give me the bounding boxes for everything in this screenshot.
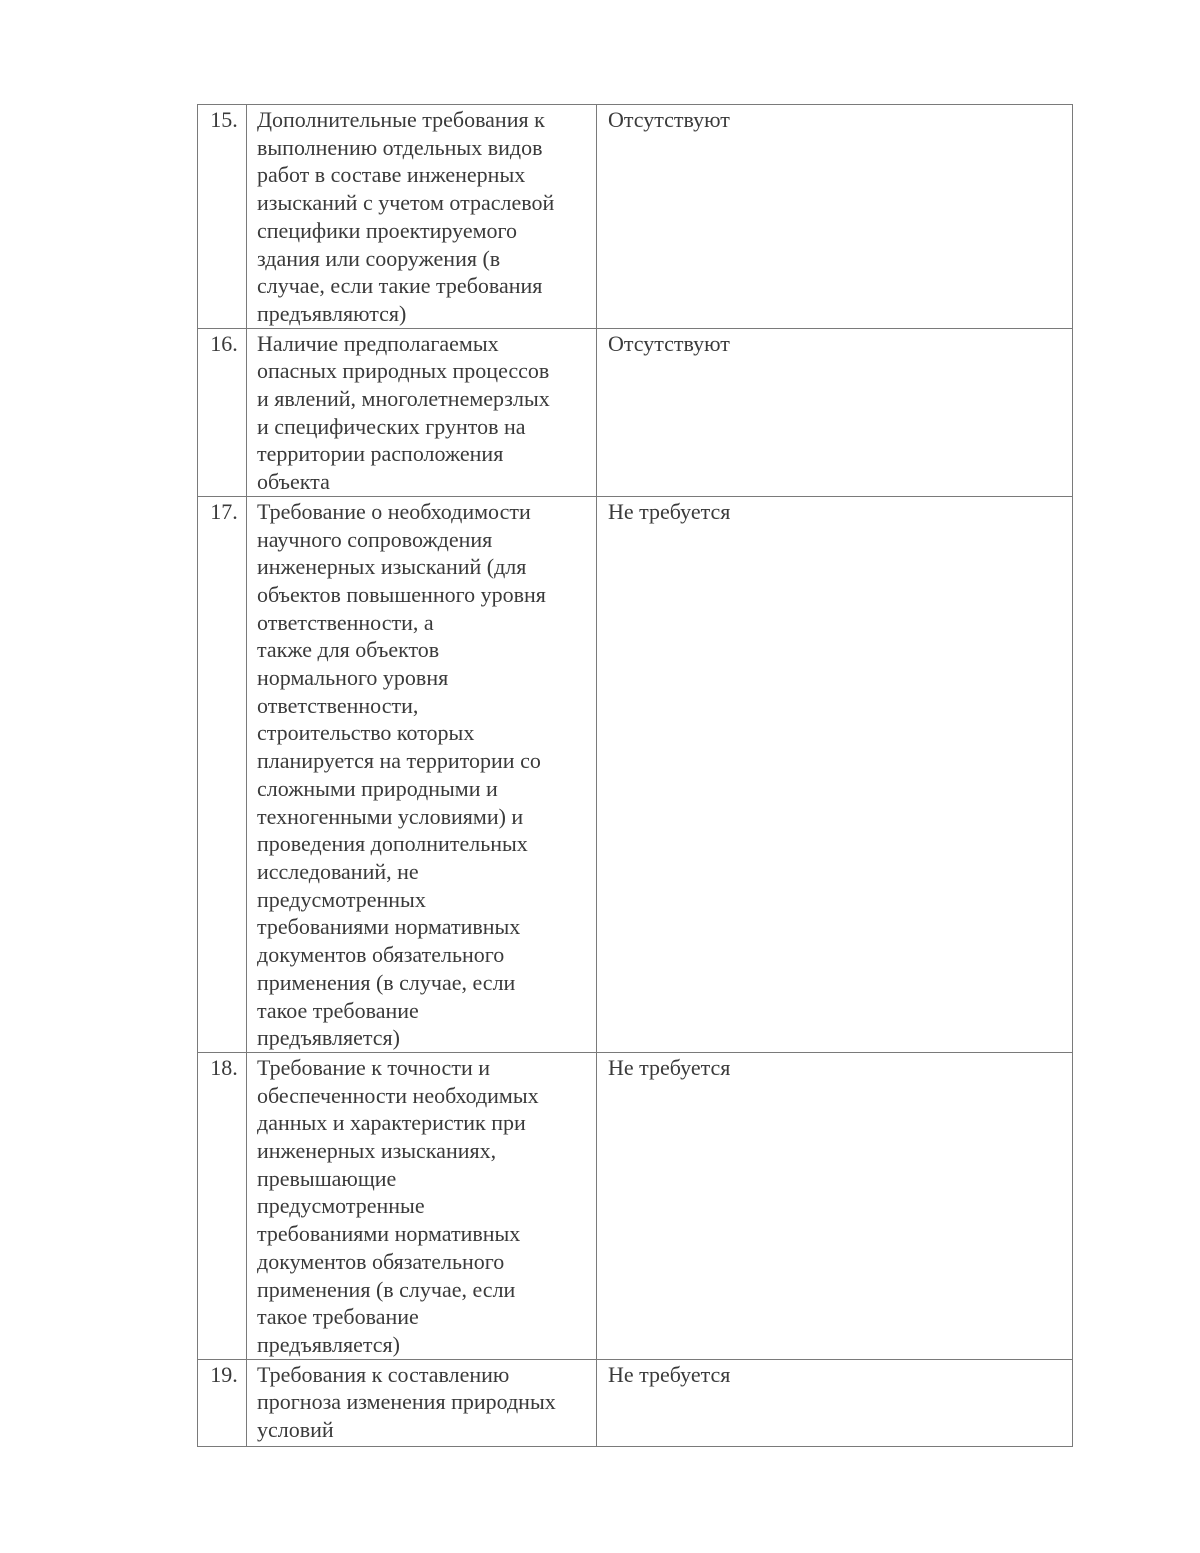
requirement-text: Дополнительные требования к выполнению отдельных видов работ в составе инженерных изысканий с учетом отраслевой специфики проектируемого здания или сооружения (в случае, если такие требования предъявляются) <box>257 107 555 326</box>
value-cell <box>597 1052 1073 1359</box>
value-cell <box>597 1359 1073 1446</box>
table-row <box>198 1052 1073 1359</box>
requirements-table <box>197 104 1073 1447</box>
requirement-text: Требование о необходимости научного сопровождения инженерных изысканий (для объектов повышенного уровня ответственности, а также для объектов нормального уровня ответственности, строительство которых планируется на территории со сложными природными и техногенными условиями) и проведения дополнительных исследований, не предусмотренных требованиями нормативных документов обязательного применения (в случае, если такое требование предъявляется) <box>257 498 546 1051</box>
table-row <box>198 496 1073 1052</box>
row-number: 19. <box>210 1361 238 1387</box>
row-number-cell <box>198 105 247 329</box>
requirement-text: Наличие предполагаемых опасных природных процессов и явлений, многолетнемерзлых и специфических грунтов на территории расположения объекта <box>257 330 550 495</box>
row-number: 16. <box>210 330 238 356</box>
row-number-cell <box>198 328 247 496</box>
requirement-value: Не требуется <box>608 498 731 524</box>
requirement-text: Требования к составлению прогноза изменения природных условий <box>257 1361 556 1443</box>
requirement-cell <box>247 496 597 1052</box>
row-number: 17. <box>210 498 238 524</box>
requirement-value: Отсутствуют <box>608 107 730 132</box>
value-cell <box>597 105 1073 329</box>
requirement-value: Не требуется <box>608 1361 731 1387</box>
row-number-cell <box>198 1052 247 1359</box>
requirement-cell <box>247 328 597 496</box>
row-number: 15. <box>210 107 238 132</box>
requirement-cell <box>247 1359 597 1446</box>
row-number-cell <box>198 496 247 1052</box>
requirement-cell <box>247 105 597 329</box>
requirement-cell <box>247 1052 597 1359</box>
row-number-cell <box>198 1359 247 1446</box>
table-row <box>198 105 1073 329</box>
requirement-value: Отсутствуют <box>608 330 730 356</box>
table-row <box>198 328 1073 496</box>
row-number: 18. <box>210 1054 238 1080</box>
table-row <box>198 1359 1073 1446</box>
requirement-value: Не требуется <box>608 1054 731 1080</box>
value-cell <box>597 496 1073 1052</box>
requirement-text: Требование к точности и обеспеченности необходимых данных и характеристик при инженерных изысканиях, превышающие предусмотренные требованиями нормативных документов обязательного применения (в случае, если такое требование предъявляется) <box>257 1054 539 1357</box>
value-cell <box>597 328 1073 496</box>
